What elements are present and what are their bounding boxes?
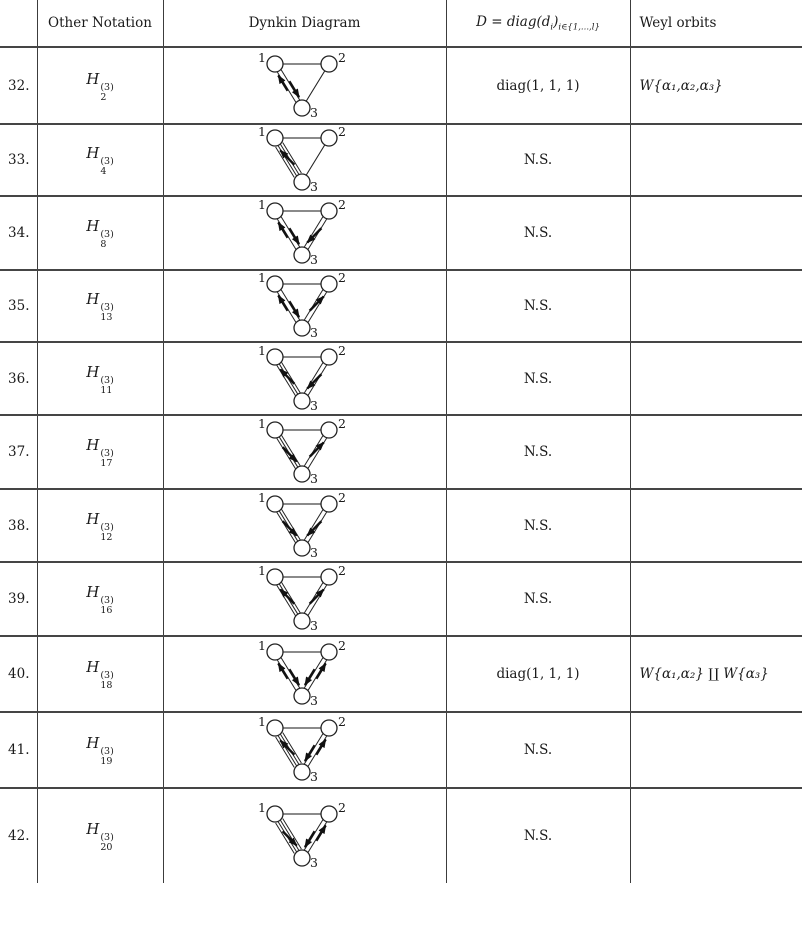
- dynkin-diagram: [225, 344, 385, 414]
- notation-superscript: (3): [100, 670, 114, 682]
- node-1-label: 1: [257, 198, 266, 212]
- dynkin-diagram-cell: [163, 636, 446, 712]
- node-2: [321, 806, 337, 822]
- node-3: [294, 100, 310, 116]
- node-2-label: 2: [337, 343, 346, 358]
- notation-subscript: 18: [100, 680, 113, 691]
- row-number: 32.: [0, 47, 37, 124]
- header-number-column: [0, 0, 37, 47]
- node-3-label: 3: [309, 325, 318, 340]
- edge-2-3: [304, 583, 326, 616]
- header-dynkin-diagram: Dynkin Diagram: [163, 0, 446, 47]
- node-2-label: 2: [337, 198, 346, 212]
- notation-subscript: 20: [100, 842, 113, 853]
- row-number: 39.: [0, 562, 37, 636]
- edge-1-3: [277, 69, 299, 102]
- weyl-orbits-cell: [630, 415, 802, 489]
- notation-subscript: 8: [100, 239, 107, 250]
- table-row: [0, 712, 802, 788]
- row-number: 35.: [0, 270, 37, 342]
- node-1-label: 1: [257, 801, 266, 815]
- table-row: [0, 636, 802, 712]
- node-1: [267, 349, 283, 365]
- node-3: [294, 174, 310, 190]
- header-weyl-orbits: Weyl orbits: [639, 15, 717, 31]
- node-1: [267, 644, 283, 660]
- weyl-orbits-cell: W{α₁,α₂,α₃}: [639, 77, 723, 94]
- node-3-label: 3: [309, 179, 318, 194]
- edge-1-3: [275, 819, 301, 854]
- table-row: [0, 342, 802, 415]
- node-3: [294, 466, 310, 482]
- notation-symbol: H: [86, 144, 100, 163]
- other-notation-cell: [37, 196, 163, 270]
- edge-2-3: [304, 509, 326, 542]
- node-1: [267, 569, 283, 585]
- notation-symbol: H: [86, 734, 100, 753]
- weyl-orbits-cell: [630, 196, 802, 270]
- notation-symbol: H: [86, 583, 100, 602]
- d-matrix-cell: diag(1, 1, 1): [446, 636, 630, 712]
- node-1: [267, 496, 283, 512]
- row-number: 42.: [0, 788, 37, 883]
- node-2-label: 2: [337, 801, 346, 815]
- edge-1-3: [277, 658, 299, 691]
- edge-2-3: [306, 145, 325, 175]
- edge-1-3: [276, 509, 299, 542]
- node-3-label: 3: [309, 397, 318, 413]
- node-1-label: 1: [257, 417, 266, 431]
- row-number: 34.: [0, 196, 37, 270]
- dynkin-diagram-cell: [163, 489, 446, 562]
- other-notation-cell: [37, 489, 163, 562]
- node-3-label: 3: [309, 471, 318, 486]
- node-1-label: 1: [257, 715, 266, 729]
- edge-2-3: [304, 658, 326, 691]
- node-2: [321, 569, 337, 585]
- dynkin-diagram-cell: [163, 562, 446, 636]
- other-notation-cell: [37, 636, 163, 712]
- other-notation-cell: [37, 47, 163, 124]
- dynkin-diagram: [225, 639, 385, 709]
- dynkin-diagram: [225, 491, 385, 561]
- node-3-label: 3: [309, 855, 318, 870]
- node-3-label: 3: [309, 544, 318, 560]
- weyl-orbits-cell: [630, 342, 802, 415]
- notation-symbol: H: [86, 290, 100, 309]
- node-1-label: 1: [257, 50, 266, 65]
- node-2-label: 2: [337, 715, 346, 729]
- notation-subscript: 12: [100, 531, 113, 543]
- d-matrix-cell: N.S.: [446, 124, 630, 196]
- node-2-label: 2: [337, 271, 346, 285]
- node-3-label: 3: [309, 104, 318, 120]
- row-number: 37.: [0, 415, 37, 489]
- notation-symbol: H: [86, 509, 100, 528]
- node-2: [321, 56, 337, 72]
- node-2: [321, 130, 337, 146]
- node-3: [294, 393, 310, 409]
- dynkin-diagram: [225, 417, 385, 487]
- table-row: [0, 47, 802, 124]
- dynkin-diagram-cell: [163, 47, 446, 124]
- node-3: [294, 540, 310, 556]
- node-1: [267, 56, 283, 72]
- node-1-label: 1: [257, 639, 266, 653]
- node-3-label: 3: [309, 693, 318, 708]
- notation-subscript: 4: [100, 166, 107, 177]
- node-3: [294, 850, 310, 866]
- notation-subscript: 17: [100, 458, 113, 469]
- node-2: [321, 203, 337, 219]
- notation-superscript: (3): [100, 229, 114, 241]
- weyl-orbits-cell: [630, 270, 802, 342]
- node-1-label: 1: [257, 343, 266, 358]
- node-3-label: 3: [309, 252, 318, 267]
- notation-subscript: 19: [100, 756, 113, 767]
- other-notation-cell: [37, 124, 163, 196]
- node-1-label: 1: [257, 490, 266, 505]
- d-matrix-cell: N.S.: [446, 712, 630, 788]
- notation-superscript: (3): [100, 302, 114, 314]
- node-3: [294, 764, 310, 780]
- other-notation-cell: [37, 270, 163, 342]
- node-3: [294, 320, 310, 336]
- weyl-orbits-cell: [630, 788, 802, 883]
- node-1-label: 1: [257, 271, 266, 285]
- weyl-orbits-cell: W{α₁,α₂} ∐ W{α₃}: [639, 666, 769, 682]
- edge-2-3: [304, 290, 326, 323]
- node-2: [321, 422, 337, 438]
- table-row: [0, 788, 802, 883]
- table-row: [0, 196, 802, 270]
- notation-symbol: H: [86, 69, 100, 88]
- table-row: [0, 270, 802, 342]
- d-matrix-cell: N.S.: [446, 196, 630, 270]
- d-matrix-cell: N.S.: [446, 270, 630, 342]
- notation-symbol: H: [86, 217, 100, 236]
- header-other-notation: Other Notation: [37, 0, 163, 47]
- node-1: [267, 806, 283, 822]
- node-1: [267, 130, 283, 146]
- notation-superscript: (3): [100, 746, 114, 758]
- d-matrix-cell: N.S.: [446, 342, 630, 415]
- other-notation-cell: [37, 712, 163, 788]
- d-matrix-cell: N.S.: [446, 788, 630, 883]
- edge-1-3: [275, 143, 301, 178]
- node-2: [321, 644, 337, 660]
- table-row: [0, 489, 802, 562]
- edge-2-3: [304, 734, 326, 767]
- dynkin-diagram-cell: [163, 788, 446, 883]
- weyl-orbits-cell: [630, 489, 802, 562]
- notation-superscript: (3): [100, 81, 114, 93]
- node-1: [267, 720, 283, 736]
- edge-1-3: [276, 582, 299, 615]
- d-matrix-cell: diag(1, 1, 1): [446, 47, 630, 124]
- row-number: 41.: [0, 712, 37, 788]
- node-3: [294, 613, 310, 629]
- node-3-label: 3: [309, 618, 318, 633]
- d-matrix-cell: N.S.: [446, 562, 630, 636]
- table-row: [0, 562, 802, 636]
- node-2: [321, 349, 337, 365]
- edge-2-3: [304, 436, 326, 469]
- notation-superscript: (3): [100, 156, 114, 168]
- row-number: 33.: [0, 124, 37, 196]
- dynkin-diagram-cell: [163, 342, 446, 415]
- dynkin-diagram: [225, 198, 385, 268]
- node-2: [321, 496, 337, 512]
- edge-2-3: [306, 70, 325, 100]
- other-notation-cell: [37, 562, 163, 636]
- weyl-orbits-cell: [630, 124, 802, 196]
- node-1-label: 1: [257, 564, 266, 578]
- node-3-label: 3: [309, 769, 318, 784]
- dynkin-diagram: [225, 564, 385, 634]
- node-1: [267, 203, 283, 219]
- node-1: [267, 276, 283, 292]
- node-2: [321, 720, 337, 736]
- dynkin-diagram: [225, 801, 385, 871]
- notation-symbol: H: [86, 820, 100, 839]
- notation-superscript: (3): [100, 595, 114, 607]
- weyl-orbits-cell: [630, 562, 802, 636]
- table-row: [0, 415, 802, 489]
- row-number: 40.: [0, 636, 37, 712]
- node-2-label: 2: [337, 564, 346, 578]
- notation-subscript: 2: [100, 91, 107, 103]
- node-3: [294, 688, 310, 704]
- edge-2-3: [304, 362, 326, 395]
- edge-1-3: [276, 362, 299, 395]
- dynkin-diagram: [225, 125, 385, 195]
- row-number: 36.: [0, 342, 37, 415]
- node-1: [267, 422, 283, 438]
- header-row: [0, 0, 802, 47]
- edge-1-3: [277, 217, 299, 250]
- node-2-label: 2: [337, 639, 346, 653]
- edge-1-3: [276, 435, 299, 468]
- dynkin-diagram: [225, 271, 385, 341]
- edge-1-3: [277, 290, 299, 323]
- notation-subscript: 13: [100, 312, 113, 323]
- dynkin-diagram: [225, 51, 385, 121]
- d-matrix-cell: N.S.: [446, 415, 630, 489]
- node-1-label: 1: [257, 125, 266, 139]
- notation-symbol: H: [86, 436, 100, 455]
- node-2-label: 2: [337, 490, 346, 505]
- notation-superscript: (3): [100, 832, 114, 844]
- notation-symbol: H: [86, 658, 100, 677]
- dynkin-diagram-cell: [163, 196, 446, 270]
- edge-1-3: [275, 733, 301, 768]
- node-2: [321, 276, 337, 292]
- other-notation-cell: [37, 788, 163, 883]
- edge-2-3: [304, 217, 326, 250]
- notation-symbol: H: [86, 362, 100, 381]
- other-notation-cell: [37, 342, 163, 415]
- weyl-orbits-cell: [630, 712, 802, 788]
- table-row: [0, 124, 802, 196]
- node-2-label: 2: [337, 417, 346, 431]
- dynkin-diagram: [225, 715, 385, 785]
- d-matrix-cell: N.S.: [446, 489, 630, 562]
- notation-superscript: (3): [100, 374, 114, 386]
- header-d-matrix: [446, 0, 630, 47]
- dynkin-diagram-cell: [163, 124, 446, 196]
- notation-subscript: 11: [100, 384, 113, 396]
- notation-superscript: (3): [100, 521, 114, 533]
- other-notation-cell: [37, 415, 163, 489]
- dynkin-diagram-cell: [163, 712, 446, 788]
- dynkin-diagram-cell: [163, 415, 446, 489]
- d-matrix-formula: $D = diag(d_i)_{i\in\{1,...,l\}}$: [476, 13, 600, 33]
- node-3: [294, 247, 310, 263]
- notation-subscript: 16: [100, 605, 113, 616]
- dynkin-diagram-cell: [163, 270, 446, 342]
- node-2-label: 2: [337, 50, 346, 65]
- node-2-label: 2: [337, 125, 346, 139]
- notation-superscript: (3): [100, 448, 114, 460]
- row-number: 38.: [0, 489, 37, 562]
- edge-2-3: [304, 820, 326, 853]
